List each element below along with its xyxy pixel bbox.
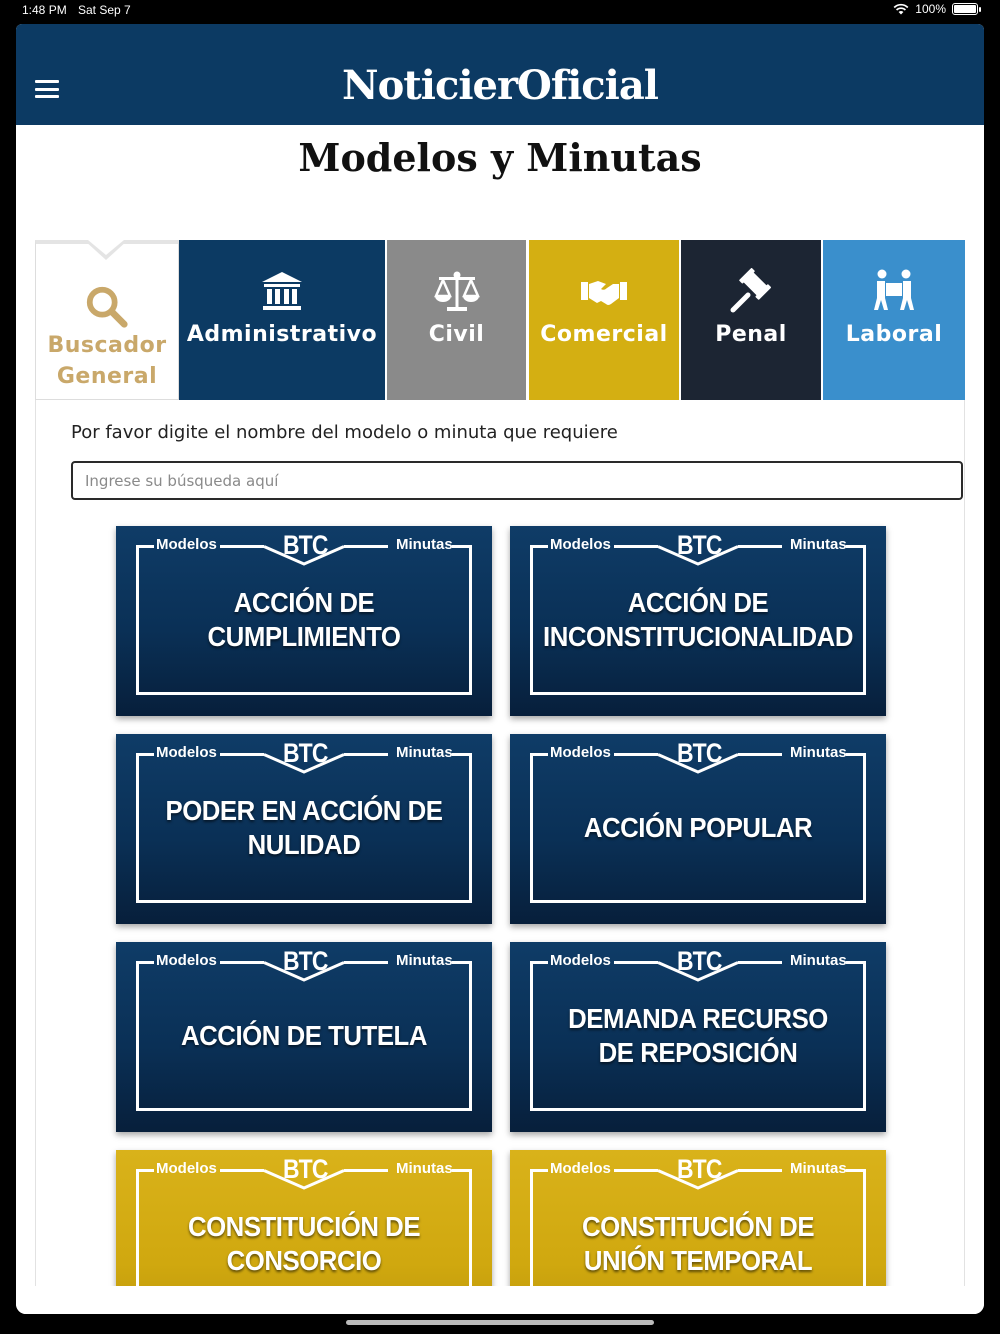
card-title: CONSTITUCIÓN DE CONSORCIO bbox=[187, 1211, 421, 1276]
tab-label: Comercial bbox=[540, 322, 668, 347]
tab-label: Civil bbox=[428, 322, 485, 347]
card-label-minutas: Minutas bbox=[790, 1160, 847, 1177]
card-label-btc: BTC bbox=[282, 1154, 328, 1184]
status-right bbox=[893, 2, 978, 16]
handshake-icon bbox=[580, 268, 628, 316]
card-label-btc: BTC bbox=[282, 530, 328, 560]
battery-icon bbox=[952, 3, 978, 15]
tab-laboral[interactable] bbox=[823, 240, 965, 400]
search-prompt: Por favor digite el nombre del modelo o minuta que requiere bbox=[71, 422, 618, 443]
search-panel bbox=[35, 400, 965, 1300]
status-time: 1:48 PM bbox=[22, 3, 67, 17]
app-window bbox=[16, 24, 984, 1314]
card-label-modelos: Modelos bbox=[550, 744, 611, 761]
card-label-modelos: Modelos bbox=[550, 536, 611, 553]
card-label-btc: BTC bbox=[676, 530, 722, 560]
card-title: CONSTITUCIÓN DE UNIÓN TEMPORAL bbox=[581, 1211, 815, 1276]
scales-icon bbox=[433, 268, 481, 316]
tab-label: General bbox=[56, 364, 158, 389]
card-label-minutas: Minutas bbox=[396, 1160, 453, 1177]
government-building-icon bbox=[258, 268, 306, 316]
card-label-minutas: Minutas bbox=[396, 536, 453, 553]
tab-label: Buscador bbox=[47, 333, 167, 358]
wifi-icon bbox=[893, 3, 909, 15]
model-card[interactable] bbox=[116, 734, 492, 924]
card-label-btc: BTC bbox=[282, 738, 328, 768]
card-title: ACCIÓN DE TUTELA bbox=[181, 1020, 427, 1051]
card-label-modelos: Modelos bbox=[156, 536, 217, 553]
page-title: Modelos y Minutas bbox=[298, 135, 702, 180]
model-card[interactable] bbox=[116, 942, 492, 1132]
card-label-minutas: Minutas bbox=[790, 952, 847, 969]
battery-percent: 100% bbox=[915, 2, 946, 16]
category-tabs bbox=[35, 240, 965, 400]
search-icon bbox=[84, 284, 130, 330]
card-label-minutas: Minutas bbox=[396, 952, 453, 969]
model-card[interactable] bbox=[510, 734, 886, 924]
card-label-minutas: Minutas bbox=[790, 536, 847, 553]
tab-label: Penal bbox=[715, 322, 787, 347]
card-label-modelos: Modelos bbox=[550, 952, 611, 969]
tab-administrativo[interactable] bbox=[179, 240, 385, 400]
tab-label: Administrativo bbox=[186, 322, 378, 347]
card-label-btc: BTC bbox=[676, 738, 722, 768]
card-label-modelos: Modelos bbox=[156, 952, 217, 969]
card-title: DEMANDA RECURSO DE REPOSICIÓN bbox=[568, 1003, 828, 1068]
card-label-minutas: Minutas bbox=[396, 744, 453, 761]
card-label-modelos: Modelos bbox=[156, 744, 217, 761]
tab-buscador-general[interactable] bbox=[35, 240, 179, 400]
card-label-btc: BTC bbox=[282, 946, 328, 976]
card-label-btc: BTC bbox=[676, 946, 722, 976]
tab-label: Laboral bbox=[845, 322, 943, 347]
card-label-minutas: Minutas bbox=[790, 744, 847, 761]
tab-penal[interactable] bbox=[681, 240, 821, 400]
card-title: ACCIÓN POPULAR bbox=[583, 812, 813, 843]
card-title: ACCIÓN DE INCONSTITUCIONALIDAD bbox=[543, 587, 853, 652]
card-label-btc: BTC bbox=[676, 1154, 722, 1184]
workers-icon bbox=[870, 268, 918, 316]
model-card[interactable] bbox=[510, 942, 886, 1132]
bottom-safe-area bbox=[16, 1286, 984, 1314]
tab-comercial[interactable] bbox=[529, 240, 679, 400]
gavel-icon bbox=[727, 268, 775, 316]
card-label-modelos: Modelos bbox=[156, 1160, 217, 1177]
card-title: ACCIÓN DE CUMPLIMIENTO bbox=[207, 587, 401, 652]
status-bar bbox=[0, 0, 1000, 22]
tab-civil[interactable] bbox=[387, 240, 526, 400]
brand-logo[interactable]: NoticierOficial bbox=[342, 62, 658, 109]
search-input[interactable] bbox=[71, 461, 963, 500]
model-card[interactable] bbox=[116, 526, 492, 716]
status-date: Sat Sep 7 bbox=[78, 3, 131, 17]
card-label-modelos: Modelos bbox=[550, 1160, 611, 1177]
top-bar bbox=[16, 24, 984, 125]
model-card[interactable] bbox=[510, 526, 886, 716]
card-title: PODER EN ACCIÓN DE NULIDAD bbox=[165, 795, 443, 860]
home-indicator[interactable] bbox=[346, 1320, 654, 1325]
